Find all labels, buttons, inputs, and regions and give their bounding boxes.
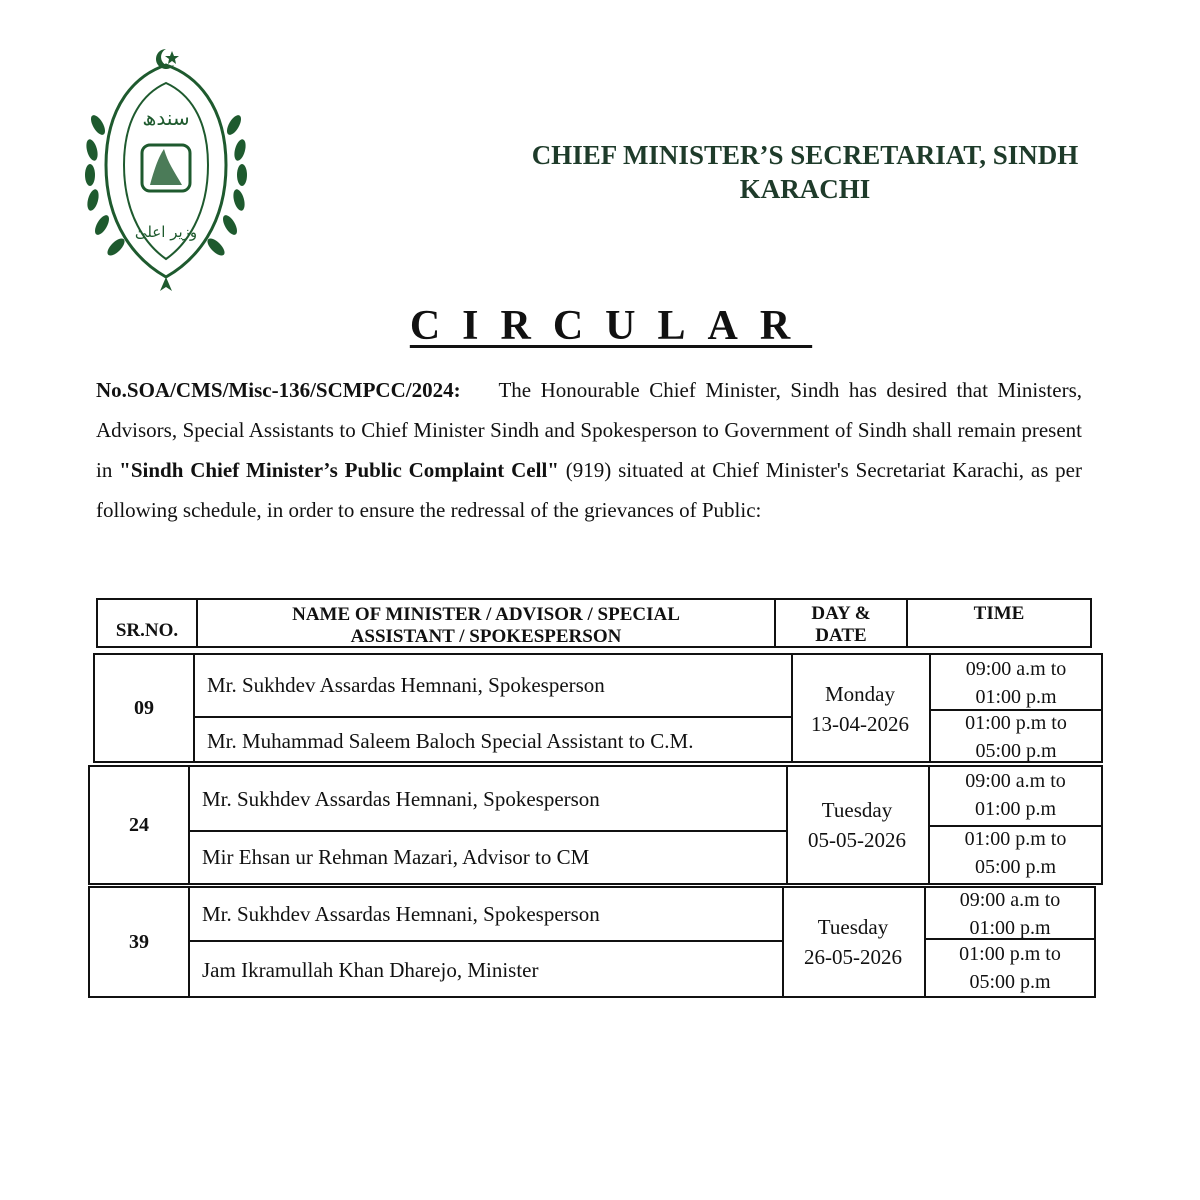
row-name-1: Mr. Sukhdev Assardas Hemnani, Spokesperson: [207, 673, 605, 697]
time-to: 01:00 p.m: [974, 798, 1057, 820]
time-to: 05:00 p.m: [974, 856, 1057, 878]
header-day-line-2: DATE: [815, 625, 867, 646]
row-sr-no: 24: [129, 814, 149, 836]
header-name-line-1: NAME OF MINISTER / ADVISOR / SPECIAL: [292, 604, 680, 625]
row-time-1: [930, 767, 1101, 825]
row-time-1: [926, 886, 1094, 938]
sindh-government-emblem: [76, 45, 256, 295]
time-from: 09:00 a.m to: [965, 770, 1066, 792]
body-text-2: (919) situated at Chief Minister's Secretariat Karachi, as per following schedule, in order to ensure the redressal of the grievances of Public:: [96, 458, 1082, 522]
time-to: 05:00 p.m: [969, 971, 1051, 993]
row-sr-no: 39: [129, 931, 149, 953]
header-sr-no: SR.NO.: [98, 600, 198, 646]
table-row: [88, 886, 1096, 998]
time-to: 01:00 p.m: [969, 917, 1051, 939]
emblem-text-top: سندھ: [142, 106, 190, 130]
header-day-date: [776, 600, 908, 646]
row-time-2: [930, 825, 1101, 883]
row-time-2: [926, 940, 1094, 994]
row-day: Monday: [825, 682, 895, 706]
emblem-icon: [76, 45, 256, 295]
row-day: Tuesday: [821, 798, 893, 822]
time-to: 05:00 p.m: [975, 740, 1057, 762]
body-text-1: The Honourable Chief Minister, Sindh has desired that Ministers, Advisors, Special Assistants to Chief Minister Sindh and Spokesperson to Government of Sindh shall remain present in: [96, 378, 1083, 482]
circular-title: [0, 302, 1200, 350]
complaint-cell-name: "Sindh Chief Minister’s Public Complaint Cell": [119, 458, 559, 482]
row-name-1: Mr. Sukhdev Assardas Hemnani, Spokesperson: [202, 902, 600, 926]
time-from: 01:00 p.m to: [965, 712, 1067, 734]
row-name-1: Mr. Sukhdev Assardas Hemnani, Spokesperson: [202, 787, 600, 811]
row-divider: [190, 830, 786, 832]
header-name: [198, 600, 776, 646]
time-from: 09:00 a.m to: [959, 889, 1061, 911]
org-line-2: KARACHI: [739, 174, 871, 204]
time-from: 09:00 a.m to: [965, 658, 1067, 680]
row-name-2: Jam Ikramullah Khan Dharejo, Minister: [202, 958, 539, 982]
header-time: TIME: [973, 603, 1025, 624]
row-date: 13-04-2026: [811, 712, 909, 736]
row-divider: [195, 716, 791, 718]
row-time-1: [931, 655, 1101, 709]
table-row: [88, 765, 1103, 885]
table-row: [93, 653, 1103, 763]
time-from: 01:00 p.m to: [959, 943, 1061, 965]
row-day: Tuesday: [817, 915, 889, 939]
row-name-2: Mr. Muhammad Saleem Baloch Special Assistant to C.M.: [207, 729, 694, 753]
row-name-2: Mir Ehsan ur Rehman Mazari, Advisor to CM: [202, 845, 590, 869]
row-date: 26-05-2026: [804, 945, 902, 969]
organisation-heading: [480, 138, 1130, 206]
header-day-line-1: DAY &: [811, 603, 871, 624]
circular-body: [96, 370, 1082, 530]
row-day-date: [793, 679, 927, 739]
schedule-table-header: [96, 598, 1092, 648]
org-line-1: CHIEF MINISTER’S SECRETARIAT, SINDH: [531, 140, 1079, 170]
time-to: 01:00 p.m: [975, 686, 1057, 708]
row-divider: [190, 940, 782, 942]
row-date: 05-05-2026: [808, 828, 906, 852]
header-name-line-2: ASSISTANT / SPOKESPERSON: [350, 626, 622, 647]
time-from: 01:00 p.m to: [964, 828, 1067, 850]
row-day-date: [788, 795, 926, 855]
emblem-text-bottom: وزیر اعلیٰ: [134, 223, 198, 241]
row-day-date: [784, 912, 922, 972]
row-time-2: [931, 709, 1101, 763]
circular-title-text: CIRCULAR: [409, 303, 813, 349]
row-sr-no: 09: [134, 697, 154, 719]
reference-number: No.SOA/CMS/Misc-136/SCMPCC/2024:: [96, 378, 461, 402]
